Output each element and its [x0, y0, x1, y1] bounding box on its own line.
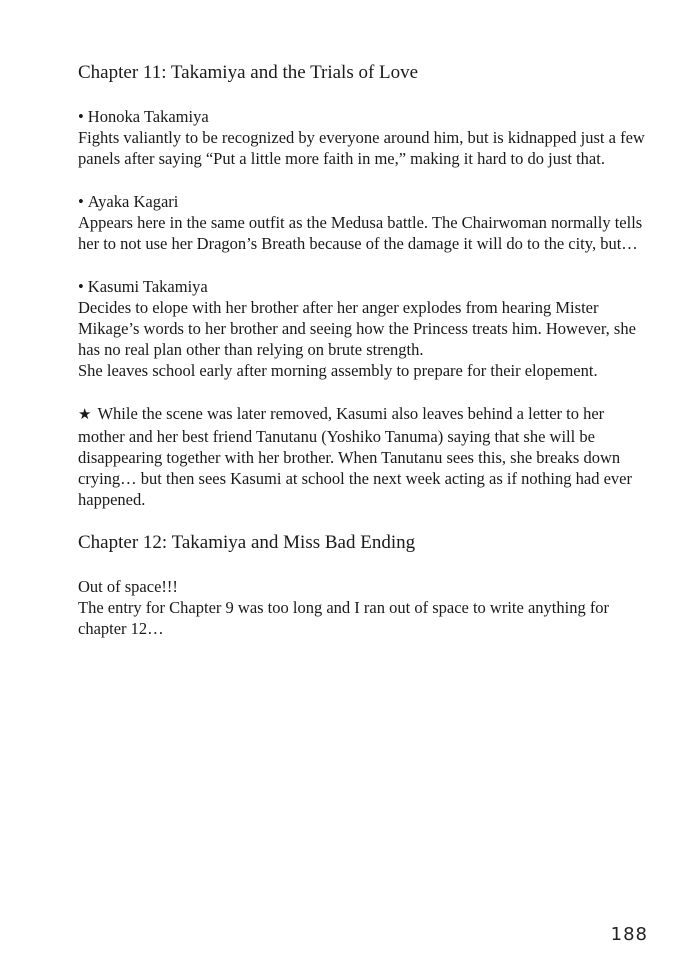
entry-description: Appears here in the same outfit as the Medusa battle. The Chairwoman normally tells her to not use her Dragon’s Breath because of the damage it will do to the city, but… — [78, 213, 643, 253]
removed-scene-note — [78, 403, 648, 510]
entry-kasumi-takamiya — [78, 276, 648, 381]
entry-honoka-takamiya — [78, 106, 648, 169]
chapter-12-body — [78, 576, 648, 639]
chapter-12-heading: Chapter 12: Takamiya and Miss Bad Ending — [78, 532, 416, 553]
star-icon: ★ — [78, 407, 92, 423]
chapter-11-heading: Chapter 11: Takamiya and the Trials of Love — [78, 62, 419, 83]
entry-description: Decides to elope with her brother after her anger explodes from hearing Mister Mikage’s words to her brother and seeing how the Princess treats him. However, she has no real plan other than relying on brute strength. — [78, 298, 636, 359]
entry-name — [78, 276, 648, 297]
bullet-icon: • — [78, 192, 84, 211]
entry-ayaka-kagari — [78, 191, 648, 254]
entry-name-label: Kasumi Takamiya — [87, 277, 208, 296]
entry-description: Fights valiantly to be recognized by everyone around him, but is kidnapped just a few panels after saying “Put a little more faith in me,” making it hard to do just that. — [78, 128, 645, 168]
entry-name — [78, 191, 648, 212]
entry-name — [78, 106, 648, 127]
bullet-icon: • — [78, 107, 84, 126]
page-number: 188 — [610, 924, 648, 945]
note-body: While the scene was later removed, Kasumi also leaves behind a letter to her mother and her best friend Tanutanu (Yoshiko Tanuma) saying that she will be disappearing together with her brother. When Tanutanu sees this, she breaks down crying… but then sees Kasumi at school the next week acting as if nothing had ever happened. — [78, 404, 632, 509]
entry-description-continued: She leaves school early after morning assembly to prepare for their elopement. — [78, 361, 598, 380]
entry-name-label: Ayaka Kagari — [87, 192, 179, 211]
out-of-space-explanation: The entry for Chapter 9 was too long and I ran out of space to write anything for chapter 12… — [78, 598, 610, 638]
out-of-space-line: Out of space!!! — [78, 577, 178, 596]
note-text — [78, 403, 648, 510]
entry-name-label: Honoka Takamiya — [87, 107, 209, 126]
bullet-icon: • — [78, 277, 84, 296]
page-content — [78, 60, 648, 639]
